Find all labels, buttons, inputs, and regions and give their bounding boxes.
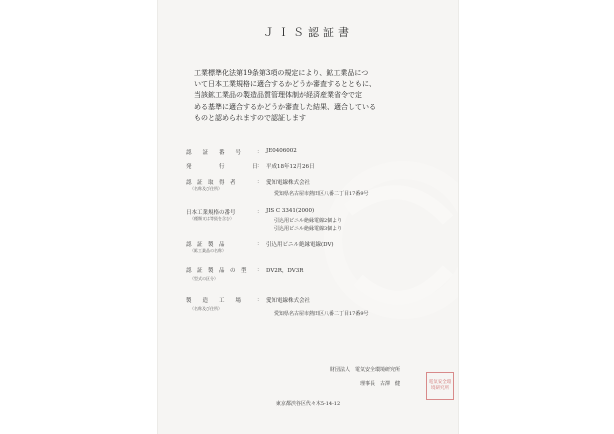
holder-sublabel: （名称及び住所）: [190, 186, 222, 191]
holder-label: 認 証 取 得 者: [186, 180, 236, 186]
jis-number-label: 日本工業規格の番号: [186, 210, 236, 216]
jis-number-value: JIS C 3341(2000): [266, 208, 315, 214]
certification-statement: [194, 68, 434, 124]
colon: ：: [257, 297, 263, 303]
official-seal: 電気安全環境研究所: [426, 372, 454, 400]
model-label: 認 証 製 品 の 型: [186, 268, 247, 274]
certificate-page: [158, 0, 458, 434]
issuer-organization: 財団法人 電気安全環境研究所: [330, 367, 401, 373]
document-title: ＪＩＳ認証書: [263, 26, 353, 39]
factory-label: 製 造 工 場: [186, 298, 242, 304]
colon: ：: [257, 267, 263, 273]
holder-address: 愛知県名古屋市熱田区八番二丁目17番9号: [274, 191, 369, 197]
statement-line-3: 当該鉱工業品の製造品質管理体制が経済産業省令で定: [194, 91, 362, 100]
jis-type-1: 引込用ビニル絶縁電線2個より: [274, 218, 343, 224]
issuer-address: 東京都渋谷区代々木5-14-12: [275, 401, 341, 407]
statement-line-1: 工業標準化法第19条第3項の規定により、鉱工業品につ: [194, 69, 369, 77]
factory-sublabel: （名称及び住所）: [190, 306, 222, 311]
cert-number-value: JE0406002: [266, 148, 297, 154]
jis-type-2: 引込用ビニル絶縁電線3個より: [274, 226, 343, 232]
product-label: 認 証 製 品: [186, 242, 225, 248]
colon: ：: [257, 209, 263, 215]
statement-line-5: ものと認められますので認証します: [194, 113, 306, 122]
factory-address: 愛知県名古屋市熱田区八番二丁目17番9号: [274, 311, 369, 317]
colon: ：: [257, 179, 263, 185]
product-sublabel: （鉱工業品の名称）: [190, 248, 226, 253]
product-value: 引込用ビニル絶縁電線(DV): [266, 242, 334, 248]
colon: ：: [257, 149, 263, 155]
statement-line-2: いて日本工業規格に適合するかどうか審査するとともに、: [194, 80, 376, 89]
colon: ：: [257, 163, 263, 169]
jis-number-sublabel: （種類又は等級を含む）: [190, 216, 234, 221]
colon: ：: [257, 241, 263, 247]
holder-name: 愛知電線株式会社: [266, 180, 311, 186]
factory-name: 愛知電線株式会社: [266, 298, 311, 304]
issue-date-label: 発 行 日: [186, 164, 258, 170]
model-sublabel: （型式の区分）: [190, 276, 218, 281]
statement-line-4: める基準に適合するかどうか審査した結果、適合している: [194, 102, 376, 111]
issue-date-value: 平成18年12月26日: [266, 164, 315, 170]
cert-number-label: 認 証 番 号: [186, 150, 242, 156]
model-value: DV2R，DV3R: [266, 268, 304, 274]
issuer-name: 理事長 古澤 健: [360, 381, 401, 387]
